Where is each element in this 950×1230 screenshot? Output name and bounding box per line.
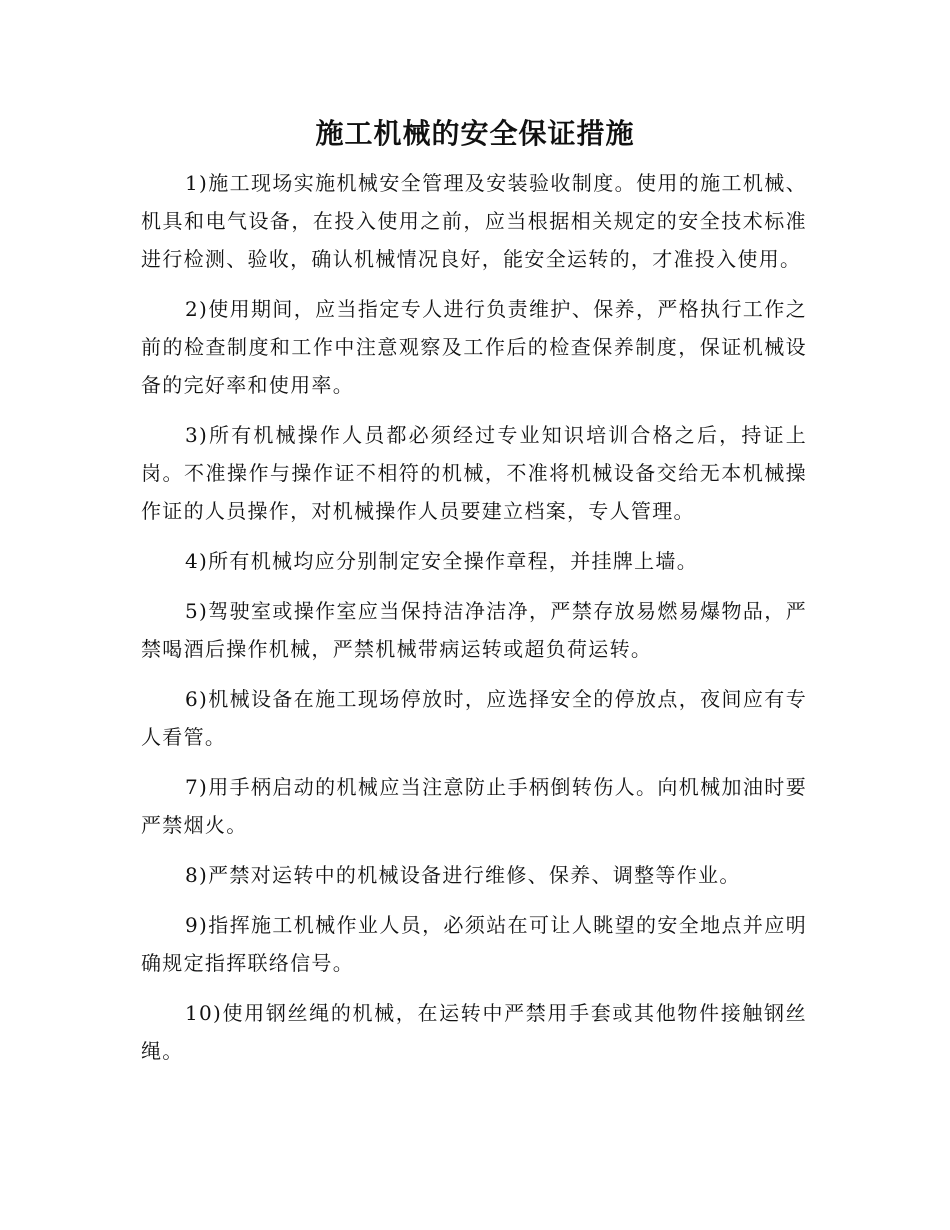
- paragraph-8: 8)严禁对运转中的机械设备进行维修、保养、调整等作业。: [185, 863, 741, 887]
- document-title: 施工机械的安全保证措施: [315, 117, 635, 150]
- paragraph-6: 6)机械设备在施工现场停放时，应选择安全的停放点，夜间应有专人看管。: [141, 687, 807, 749]
- paragraph-9: 9)指挥施工机械作业人员，必须站在可让人眺望的安全地点并应明确规定指挥联络信号。: [141, 913, 807, 975]
- paragraph-4: 4)所有机械均应分别制定安全操作章程，并挂牌上墙。: [185, 549, 699, 573]
- paragraph-5: 5)驾驶室或操作室应当保持洁净洁净，严禁存放易燃易爆物品，严禁喝酒后操作机械，严禁机械带病运转或超负荷运转。: [141, 599, 807, 661]
- paragraph-2: 2)使用期间，应当指定专人进行负责维护、保养，严格执行工作之前的检查制度和工作中注意观察及工作后的检查保养制度，保证机械设备的完好率和使用率。: [141, 297, 807, 397]
- document-body: [141, 164, 807, 1082]
- paragraph-1: 1)施工现场实施机械安全管理及安装验收制度。使用的施工机械、机具和电气设备，在投入使用之前，应当根据相关规定的安全技术标准进行检测、验收，确认机械情况良好，能安全运转的，才准投入使用。: [141, 171, 807, 271]
- paragraph-3: 3)所有机械操作人员都必须经过专业知识培训合格之后，持证上岗。不准操作与操作证不相符的机械，不准将机械设备交给无本机械操作证的人员操作，对机械操作人员要建立档案，专人管理。: [141, 423, 807, 523]
- paragraph-7: 7)用手柄启动的机械应当注意防止手柄倒转伤人。向机械加油时要严禁烟火。: [141, 775, 807, 837]
- paragraph-10: 10)使用钢丝绳的机械，在运转中严禁用手套或其他物件接触钢丝绳。: [141, 1001, 807, 1063]
